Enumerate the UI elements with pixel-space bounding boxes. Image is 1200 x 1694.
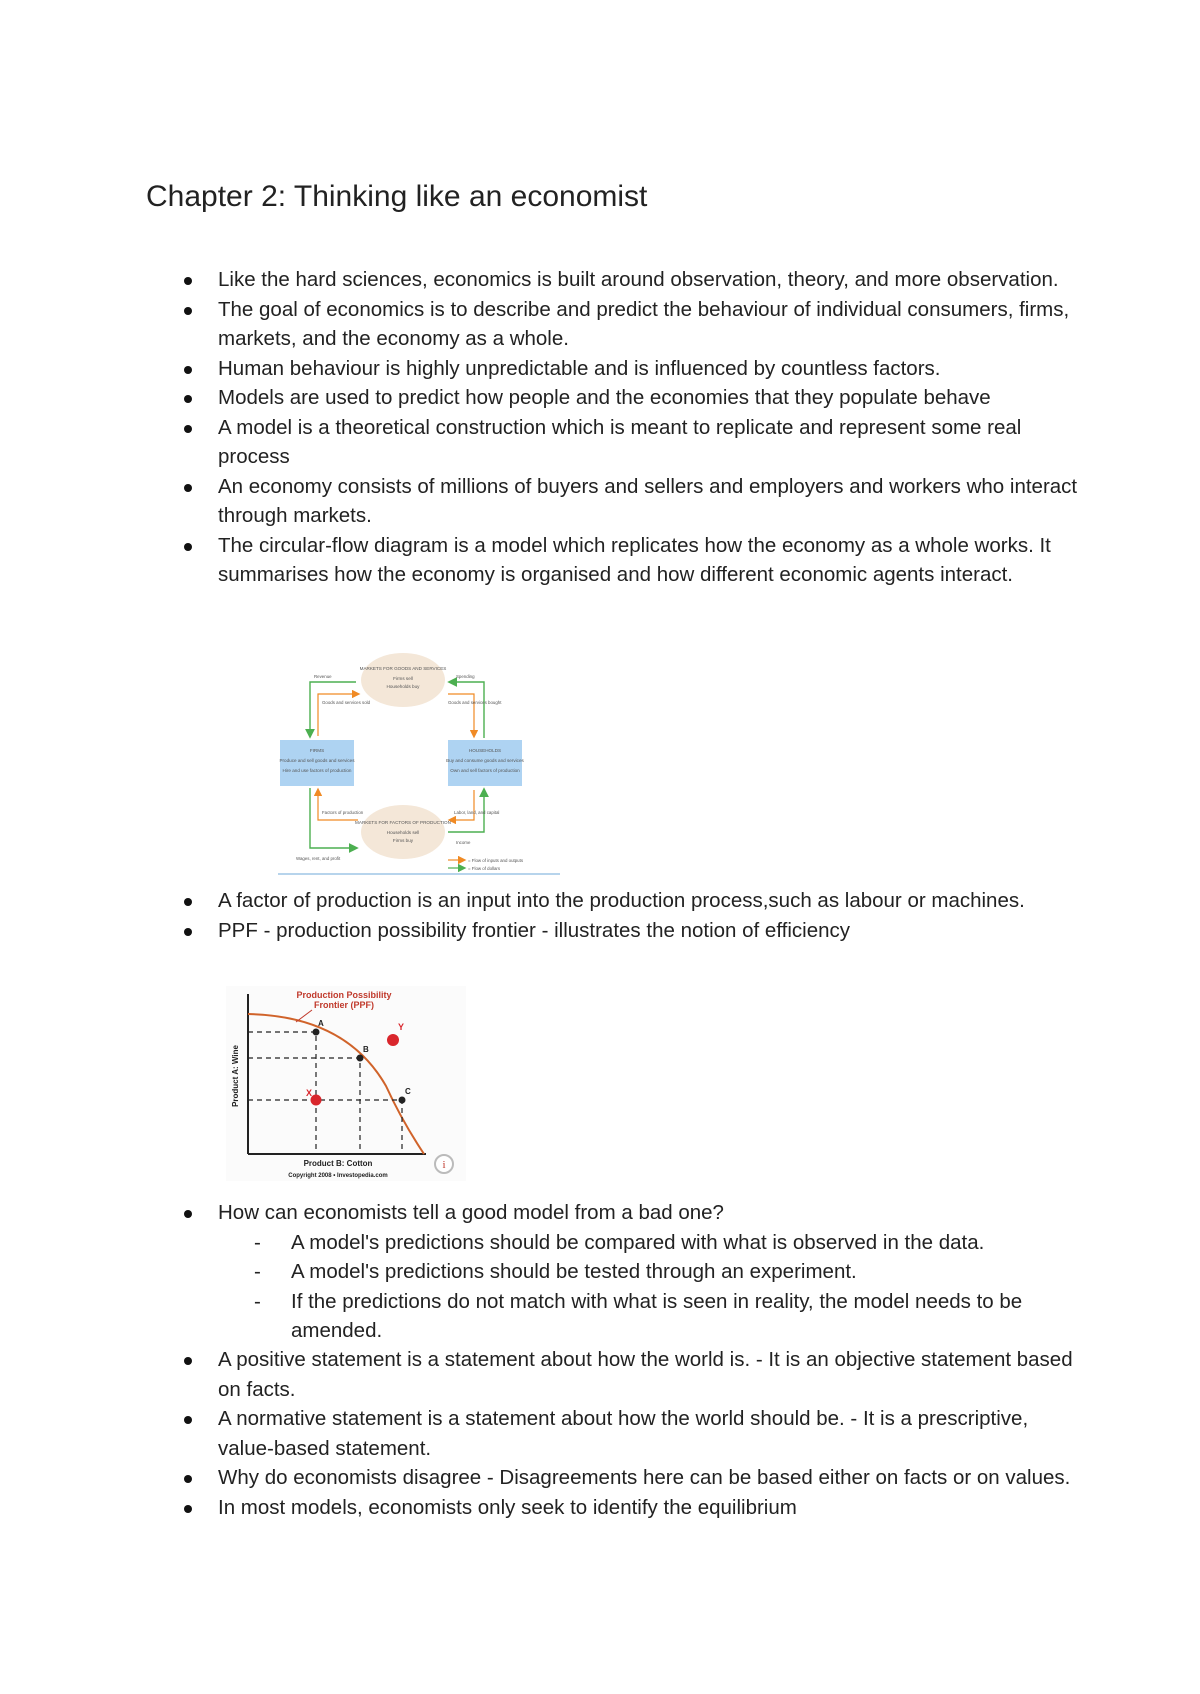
dash-marker: - bbox=[254, 1289, 261, 1313]
legend-goods-label: = Flow of inputs and outputs bbox=[468, 858, 524, 863]
goods-bought-label: Goods and services bought bbox=[448, 700, 502, 705]
goods-market-label: MARKETS FOR GOODS AND SERVICES bbox=[359, 666, 447, 671]
money-flow-right-top bbox=[450, 682, 484, 738]
households-box bbox=[448, 740, 522, 786]
list-item bbox=[0, 886, 1078, 916]
ppf-svg bbox=[226, 986, 466, 1181]
bullet-list-intro bbox=[0, 265, 1200, 590]
ppf-title-line-2: Frontier (PPF) bbox=[314, 1000, 374, 1010]
bullet-list-models bbox=[0, 1198, 1200, 1346]
bullet-icon bbox=[184, 1210, 192, 1218]
list-item bbox=[0, 472, 1078, 531]
ppf-point-y bbox=[387, 1034, 399, 1046]
bullet-text: The circular-flow diagram is a model which replicates how the economy as a whole works. It summarises how the economy is organised and how different economic agents interact. bbox=[218, 533, 1051, 586]
households-sub-1: Buy and consume goods and services bbox=[446, 758, 524, 763]
ppf-y-label: Product A: Wine bbox=[231, 1045, 240, 1107]
circular-flow-diagram bbox=[278, 648, 560, 876]
bullet-icon bbox=[184, 484, 192, 492]
list-item bbox=[0, 916, 1078, 946]
bullet-text: Human behaviour is highly unpredictable and is influenced by countless factors. bbox=[218, 356, 941, 380]
bullet-icon bbox=[184, 277, 192, 285]
bullet-icon bbox=[184, 1505, 192, 1513]
sub-list-item bbox=[218, 1228, 1081, 1258]
goods-flow-left-bottom bbox=[318, 790, 358, 820]
ppf-point-b bbox=[357, 1055, 364, 1062]
list-item bbox=[0, 1345, 1078, 1404]
labor-land-capital-label: Labor, land, and capital bbox=[454, 810, 500, 815]
firms-box bbox=[280, 740, 354, 786]
goods-sold-label: Goods and services sold bbox=[322, 700, 371, 705]
sub-bullet-text: A model's predictions should be tested through an experiment. bbox=[291, 1260, 857, 1283]
ppf-point-c bbox=[399, 1097, 406, 1104]
spending-label: Spending bbox=[456, 674, 475, 679]
factors-label: Factors of production bbox=[322, 810, 364, 815]
ppf-label-b: B bbox=[363, 1045, 369, 1054]
list-item bbox=[0, 413, 1078, 472]
bullet-icon bbox=[184, 395, 192, 403]
bullet-icon bbox=[184, 366, 192, 374]
ppf-chart bbox=[226, 986, 466, 1181]
guide-point-b bbox=[248, 1058, 360, 1154]
bullet-icon bbox=[184, 307, 192, 315]
list-item bbox=[0, 383, 1078, 413]
money-flow-left-top bbox=[310, 682, 356, 736]
bullet-text: A positive statement is a statement about how the world is. - It is an objective statement based on facts. bbox=[218, 1348, 1073, 1401]
revenue-label: Revenue bbox=[314, 674, 332, 679]
firms-sub-1: Produce and sell goods and services bbox=[279, 758, 355, 763]
bullet-text: A factor of production is an input into the production process,such as labour or machines. bbox=[218, 889, 1025, 912]
dash-marker: - bbox=[254, 1260, 261, 1283]
ppf-title-line-1: Production Possibility bbox=[296, 990, 392, 1000]
list-item bbox=[0, 1493, 1078, 1523]
bullet-icon bbox=[184, 543, 192, 551]
bullet-text: An economy consists of millions of buyers and sellers and employers and workers who interact through markets. bbox=[218, 474, 1078, 527]
income-label: Income bbox=[456, 840, 471, 845]
goods-market-sub-1: Firms sell bbox=[393, 676, 413, 681]
bullet-icon bbox=[184, 1416, 192, 1424]
ppf-label-a: A bbox=[318, 1019, 324, 1028]
bullet-icon bbox=[184, 1357, 192, 1365]
money-flow-left-bottom bbox=[310, 788, 356, 848]
sub-list-item bbox=[218, 1287, 1081, 1346]
bullet-text: PPF - production possibility frontier - illustrates the notion of efficiency bbox=[218, 918, 850, 942]
list-item bbox=[0, 354, 1078, 384]
guide-point-c bbox=[248, 1100, 402, 1154]
bullet-text: A model is a theoretical construction which is meant to replicate and represent some real process bbox=[218, 415, 1022, 468]
households-sub-2: Own and sell factors of production bbox=[450, 768, 520, 773]
dash-marker: - bbox=[254, 1230, 261, 1254]
goods-market-sub-2: Households buy bbox=[386, 684, 420, 689]
ppf-point-a bbox=[313, 1029, 320, 1036]
sub-list bbox=[218, 1228, 1078, 1346]
goods-flow-right-bottom bbox=[450, 790, 474, 820]
bullet-icon bbox=[184, 928, 192, 936]
wages-label: Wages, rent, and profit bbox=[296, 856, 341, 861]
factor-market-sub-1: Households sell bbox=[386, 830, 420, 835]
bullet-text: A normative statement is a statement about how the world should be. - It is a prescriptive, value-based statement. bbox=[218, 1407, 1029, 1460]
bullet-icon bbox=[184, 898, 192, 906]
sub-list-item bbox=[218, 1257, 1081, 1287]
bullet-text: In most models, economists only seek to identify the equilibrium bbox=[218, 1495, 797, 1519]
page-title: Chapter 2: Thinking like an economist bbox=[146, 180, 648, 213]
list-item bbox=[0, 295, 1078, 354]
ppf-point-x bbox=[311, 1095, 322, 1106]
households-label: HOUSEHOLDS bbox=[468, 748, 502, 753]
bullet-icon bbox=[184, 1475, 192, 1483]
bullet-text: Like the hard sciences, economics is built around observation, theory, and more observation. bbox=[218, 268, 1059, 291]
ppf-label-x: X bbox=[306, 1088, 313, 1098]
bullet-text: How can economists tell a good model from a bad one? bbox=[218, 1201, 724, 1224]
sub-bullet-text: If the predictions do not match with what is seen in reality, the model needs to be amended. bbox=[291, 1289, 1023, 1342]
bullet-text: Models are used to predict how people and the economies that they populate behave bbox=[218, 386, 991, 409]
ppf-frontier-curve bbox=[248, 1014, 424, 1154]
bullet-text: The goal of economics is to describe and predict the behaviour of individual consumers, firms, markets, and the economy as a whole. bbox=[218, 297, 1070, 350]
ppf-label-c: C bbox=[405, 1087, 411, 1096]
list-item bbox=[0, 531, 1078, 590]
circular-flow-svg bbox=[278, 648, 560, 876]
list-item bbox=[0, 1404, 1078, 1463]
sub-bullet-text: A model's predictions should be compared with what is observed in the data. bbox=[291, 1230, 985, 1254]
firms-label: FIRMS bbox=[309, 748, 325, 753]
legend-money-label: = Flow of dollars bbox=[468, 866, 501, 871]
bullet-list-factors bbox=[0, 886, 1200, 945]
ppf-title-pointer bbox=[296, 1010, 312, 1022]
ppf-x-label: Product B: Cotton bbox=[303, 1159, 373, 1168]
list-item bbox=[0, 1463, 1078, 1493]
factor-market-sub-2: Firms buy bbox=[392, 838, 414, 843]
bullet-text: Why do economists disagree - Disagreements here can be based either on facts or on values. bbox=[218, 1466, 1071, 1489]
logo-letter: i bbox=[442, 1159, 446, 1171]
list-item bbox=[0, 265, 1078, 295]
list-item bbox=[0, 1198, 1078, 1346]
bullet-list-statements bbox=[0, 1345, 1200, 1522]
ppf-label-y: Y bbox=[398, 1022, 405, 1032]
bullet-icon bbox=[184, 425, 192, 433]
factor-market-label: MARKETS FOR FACTORS OF PRODUCTION bbox=[355, 820, 451, 825]
ppf-copyright: Copyright 2008 • Investopedia.com bbox=[288, 1173, 388, 1179]
firms-sub-2: Hire and use factors of production bbox=[282, 768, 352, 773]
